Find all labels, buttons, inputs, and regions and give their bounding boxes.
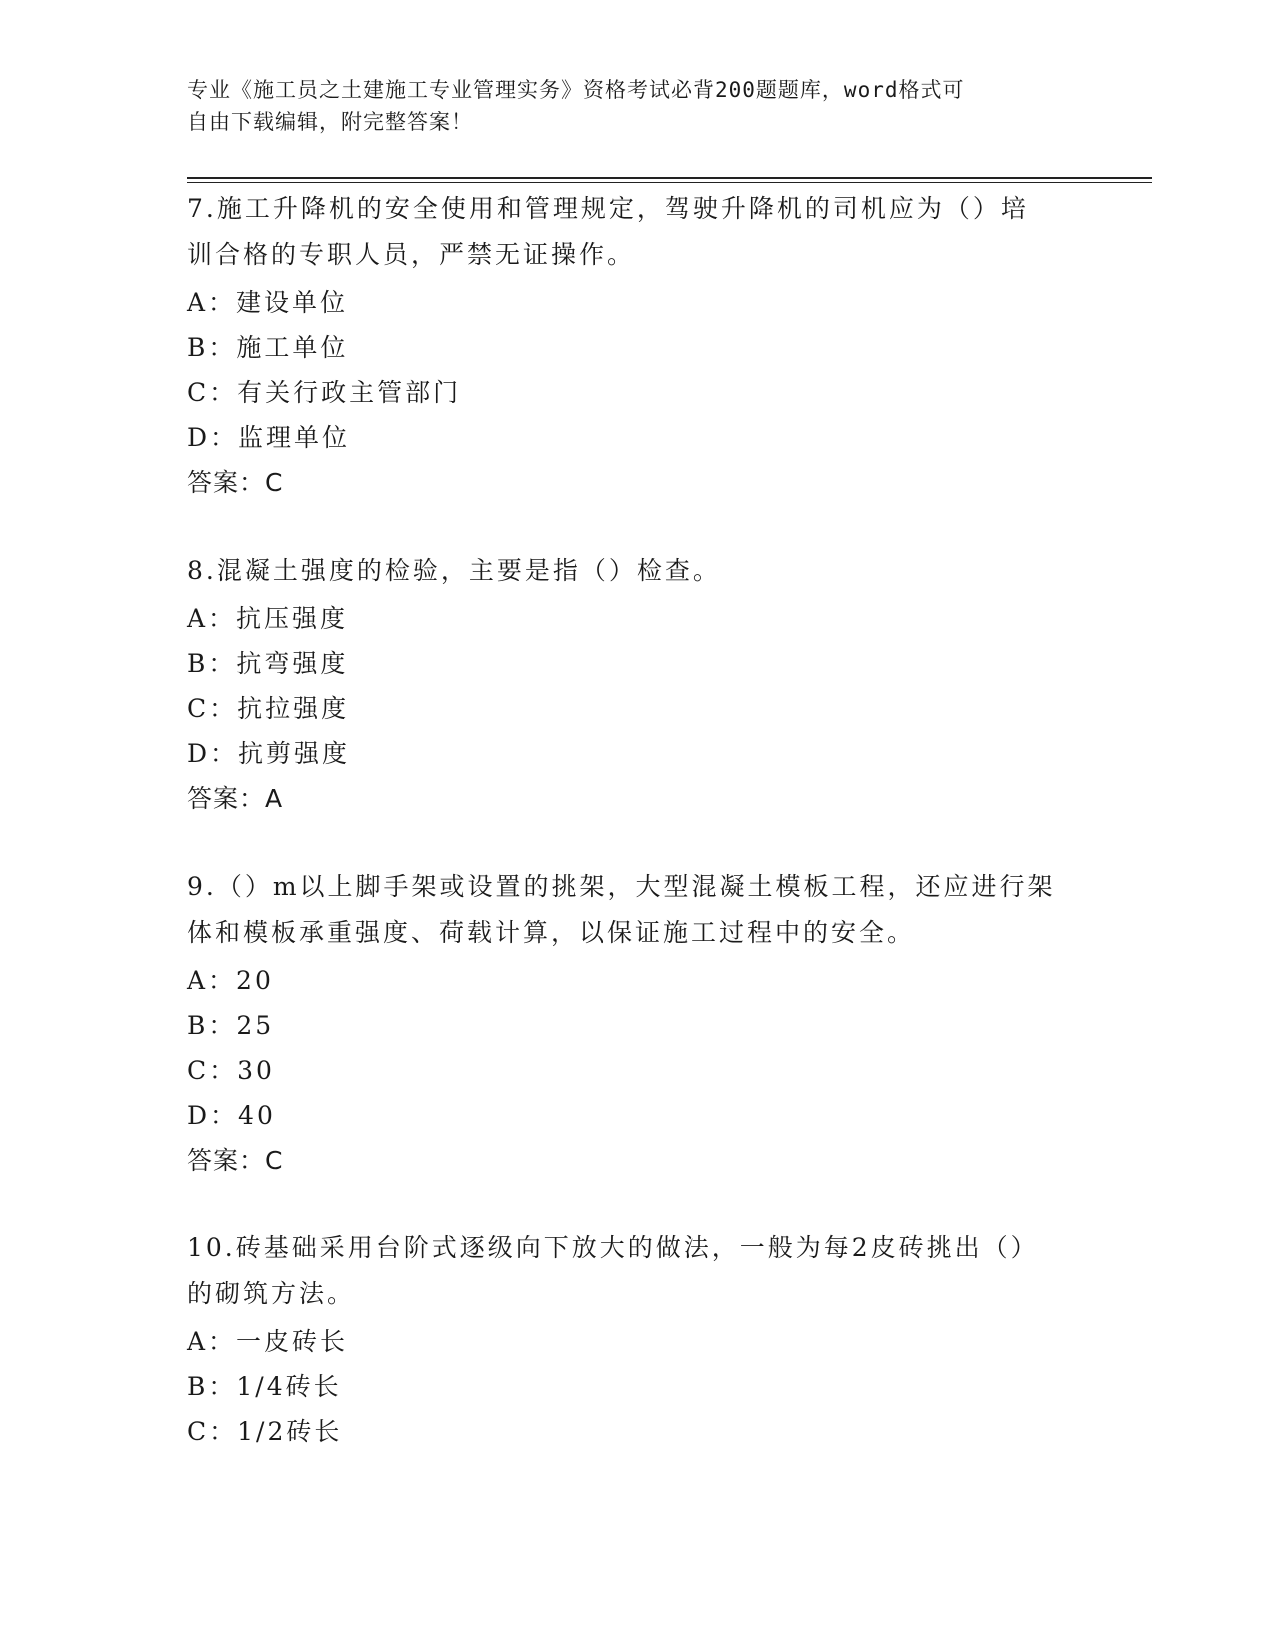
question-8-option-b: B：抗弯强度	[187, 649, 349, 678]
header-line-2: 自由下载编辑，附完整答案！	[187, 110, 473, 134]
question-7-option-d: D：监理单位	[187, 423, 351, 452]
question-7-option-a: A：建设单位	[187, 288, 349, 317]
question-7-stem-line-1: 7.施工升降机的安全使用和管理规定，驾驶升降机的司机应为（）培	[187, 194, 1029, 223]
question-9-option-d: D：40	[187, 1101, 276, 1130]
question-9-stem-line-2: 体和模板承重强度、荷载计算，以保证施工过程中的安全。	[187, 918, 916, 947]
question-9-stem	[187, 864, 1087, 956]
question-7-stem-line-2: 训合格的专职人员，严禁无证操作。	[187, 240, 636, 269]
header-line-1: 专业《施工员之土建施工专业管理实务》资格考试必背200题题库，word格式可	[187, 78, 965, 102]
question-10-option-a: A：一皮砖长	[187, 1327, 349, 1356]
question-7-option-b: B：施工单位	[187, 333, 349, 362]
question-8-option-a: A：抗压强度	[187, 604, 349, 633]
question-10-stem-line-1: 10.砖基础采用台阶式逐级向下放大的做法，一般为每2皮砖挑出（）	[187, 1233, 1039, 1262]
question-10-option-c: C：1/2砖长	[187, 1417, 343, 1446]
question-7-option-c: C：有关行政主管部门	[187, 378, 462, 407]
question-8-option-d: D：抗剪强度	[187, 739, 351, 768]
question-8-option-c: C：抗拉强度	[187, 694, 350, 723]
question-8-stem-line-1: 8.混凝土强度的检验，主要是指（）检查。	[187, 556, 721, 585]
question-9-option-c: C：30	[187, 1056, 275, 1085]
question-9-option-b: B：25	[187, 1011, 275, 1040]
question-7-answer: 答案：C	[187, 468, 284, 497]
question-10-stem-line-2: 的砌筑方法。	[187, 1279, 356, 1308]
question-7-stem	[187, 186, 1087, 278]
header-divider-thin	[187, 182, 1152, 183]
question-9-option-a: A：20	[187, 966, 274, 995]
question-9-stem-line-1: 9.（）m以上脚手架或设置的挑架，大型混凝土模板工程，还应进行架	[187, 872, 1056, 901]
question-10-option-b: B：1/4砖长	[187, 1372, 342, 1401]
question-8-answer: 答案：A	[187, 784, 284, 813]
question-9-answer: 答案：C	[187, 1146, 284, 1175]
header-divider-thick	[187, 177, 1152, 179]
question-8-stem	[187, 548, 1087, 594]
document-header	[187, 74, 1067, 138]
question-10-stem	[187, 1225, 1087, 1317]
